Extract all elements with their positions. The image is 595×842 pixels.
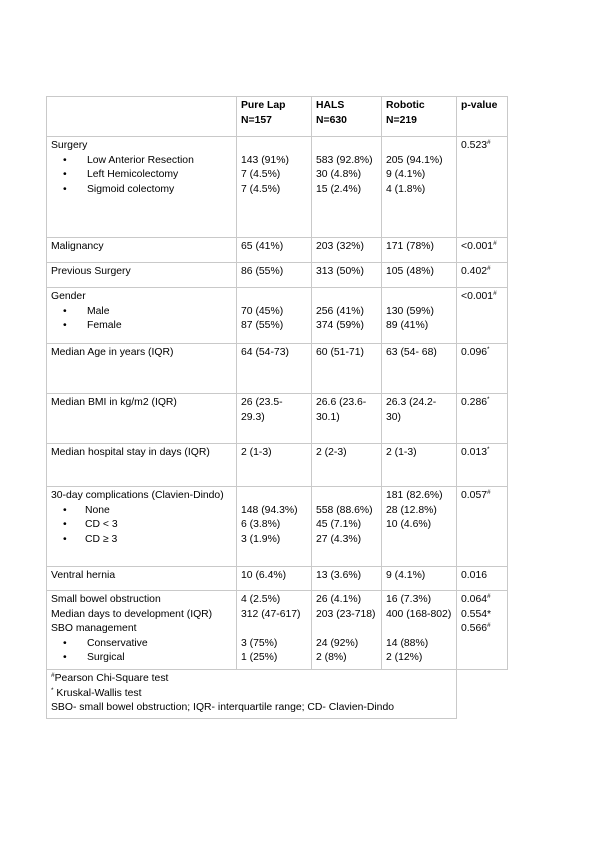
cell-hals: 203 (32%)	[312, 238, 382, 263]
cell-hals: 26 (4.1%) 203 (23-718) 24 (92%) 2 (8%)	[312, 591, 382, 670]
cell-robotic: 26.3 (24.2- 30)	[382, 394, 457, 444]
table-row-malignancy	[47, 238, 508, 263]
header-n: N=157	[241, 114, 272, 126]
cell-pure-lap: 143 (91%) 7 (4.5%) 7 (4.5%)	[237, 137, 312, 238]
row-title: Gender	[51, 291, 86, 302]
cell-pure-lap: 70 (45%) 87 (55%)	[237, 288, 312, 344]
cell-hals: 2 (2-3)	[312, 444, 382, 487]
header-pure-lap	[237, 97, 312, 137]
cell-pure-lap: 26 (23.5- 29.3)	[237, 394, 312, 444]
list-item: • CD ≥ 3	[51, 533, 232, 548]
list-item: • None	[51, 504, 232, 519]
cell-p-value: 0.523#	[457, 137, 508, 238]
cell-p-value: 0.402#	[457, 263, 508, 288]
table-row-complications	[47, 487, 508, 567]
row-label: Median BMI in kg/m2 (IQR)	[47, 394, 237, 444]
footnotes	[47, 670, 457, 719]
footnote-abbreviations: SBO- small bowel obstruction; IQR- interquartile range; CD- Clavien-Dindo	[51, 702, 395, 713]
table-header-row	[47, 97, 508, 137]
table-row-bmi	[47, 394, 508, 444]
cell-robotic: 181 (82.6%) 28 (12.8%) 10 (4.6%)	[382, 487, 457, 567]
header-n: N=219	[386, 114, 417, 126]
cell-robotic: 63 (54- 68)	[382, 344, 457, 394]
bullet-icon: •	[63, 652, 67, 663]
table-row-previous-surgery	[47, 263, 508, 288]
cell-robotic: 171 (78%)	[382, 238, 457, 263]
header-p-value: p-value	[457, 97, 508, 137]
cell-p-value: 0.016	[457, 567, 508, 591]
cell-pure-lap: 148 (94.3%) 6 (3.8%) 3 (1.9%)	[237, 487, 312, 567]
header-robotic	[382, 97, 457, 137]
cell-p-value: 0.064# 0.554* 0.566#	[457, 591, 508, 670]
results-table	[46, 96, 508, 719]
cell-robotic: 2 (1-3)	[382, 444, 457, 487]
cell-hals: 26.6 (23.6-30.1)	[312, 394, 382, 444]
cell-pure-lap: 65 (41%)	[237, 238, 312, 263]
table-row-age	[47, 344, 508, 394]
cell-pure-lap: 86 (55%)	[237, 263, 312, 288]
cell-hals: 13 (3.6%)	[312, 567, 382, 591]
bullet-icon: •	[63, 320, 67, 331]
header-label: Robotic	[386, 100, 425, 111]
table-row-hospital-stay	[47, 444, 508, 487]
row-label	[47, 591, 237, 670]
cell-pure-lap: 64 (54-73)	[237, 344, 312, 394]
cell-hals: 256 (41%) 374 (59%)	[312, 288, 382, 344]
cell-p-value: 0.286*	[457, 394, 508, 444]
row-title: SBO management	[51, 623, 137, 634]
cell-robotic: 205 (94.1%) 9 (4.1%) 4 (1.8%)	[382, 137, 457, 238]
row-label: Malignancy	[47, 238, 237, 263]
footnote-empty-cell	[457, 670, 508, 719]
bullet-icon: •	[63, 519, 67, 530]
cell-hals: 60 (51-71)	[312, 344, 382, 394]
cell-p-value: 0.013*	[457, 444, 508, 487]
cell-hals: 313 (50%)	[312, 263, 382, 288]
row-label: Median Age in years (IQR)	[47, 344, 237, 394]
cell-pure-lap: 2 (1-3)	[237, 444, 312, 487]
table-row-sbo	[47, 591, 508, 670]
cell-p-value: <0.001#	[457, 288, 508, 344]
list-item: • Surgical	[51, 651, 232, 666]
row-title: Surgery	[51, 140, 88, 151]
bullet-icon: •	[63, 154, 67, 166]
header-label: Pure Lap	[241, 100, 286, 111]
row-title: 30-day complications (Clavien-Dindo)	[51, 490, 224, 501]
row-label	[47, 288, 237, 344]
row-title: Median days to development (IQR)	[51, 608, 213, 620]
row-label: Ventral hernia	[47, 567, 237, 591]
cell-pure-lap: 4 (2.5%) 312 (47-617) 3 (75%) 1 (25%)	[237, 591, 312, 670]
list-item: • Female	[51, 319, 232, 334]
list-item: • Left Hemicolectomy	[51, 168, 232, 183]
bullet-icon: •	[63, 305, 67, 317]
header-hals	[312, 97, 382, 137]
header-n: N=630	[316, 114, 347, 126]
row-title: Small bowel obstruction	[51, 594, 161, 605]
row-label: Previous Surgery	[47, 263, 237, 288]
list-item: • Male	[51, 305, 232, 320]
row-label	[47, 487, 237, 567]
cell-p-value: 0.057#	[457, 487, 508, 567]
table-row-ventral-hernia	[47, 567, 508, 591]
table-row-surgery	[47, 137, 508, 238]
header-cell-blank	[47, 97, 237, 137]
bullet-icon: •	[63, 533, 67, 545]
cell-robotic: 9 (4.1%)	[382, 567, 457, 591]
header-label: HALS	[316, 100, 345, 111]
list-item: • Sigmoid colectomy	[51, 183, 232, 198]
cell-hals: 583 (92.8%) 30 (4.8%) 15 (2.4%)	[312, 137, 382, 238]
row-label	[47, 137, 237, 238]
cell-robotic: 130 (59%) 89 (41%)	[382, 288, 457, 344]
list-item: • Low Anterior Resection	[51, 154, 232, 169]
table-row-gender	[47, 288, 508, 344]
footnote-row	[47, 670, 508, 719]
footnote-kruskal: * Kruskal-Wallis test	[51, 686, 142, 699]
footnote-pearson: #Pearson Chi-Square test	[51, 672, 169, 684]
cell-robotic: 105 (48%)	[382, 263, 457, 288]
list-item: • CD < 3	[51, 518, 232, 533]
row-label: Median hospital stay in days (IQR)	[47, 444, 237, 487]
bullet-icon: •	[63, 169, 67, 180]
bullet-icon: •	[63, 637, 67, 649]
cell-hals: 558 (88.6%) 45 (7.1%) 27 (4.3%)	[312, 487, 382, 567]
cell-p-value: <0.001#	[457, 238, 508, 263]
bullet-icon: •	[63, 183, 67, 195]
bullet-icon: •	[63, 504, 67, 516]
cell-pure-lap: 10 (6.4%)	[237, 567, 312, 591]
cell-p-value: 0.096*	[457, 344, 508, 394]
cell-robotic: 16 (7.3%) 400 (168-802) 14 (88%) 2 (12%)	[382, 591, 457, 670]
list-item: • Conservative	[51, 637, 232, 652]
